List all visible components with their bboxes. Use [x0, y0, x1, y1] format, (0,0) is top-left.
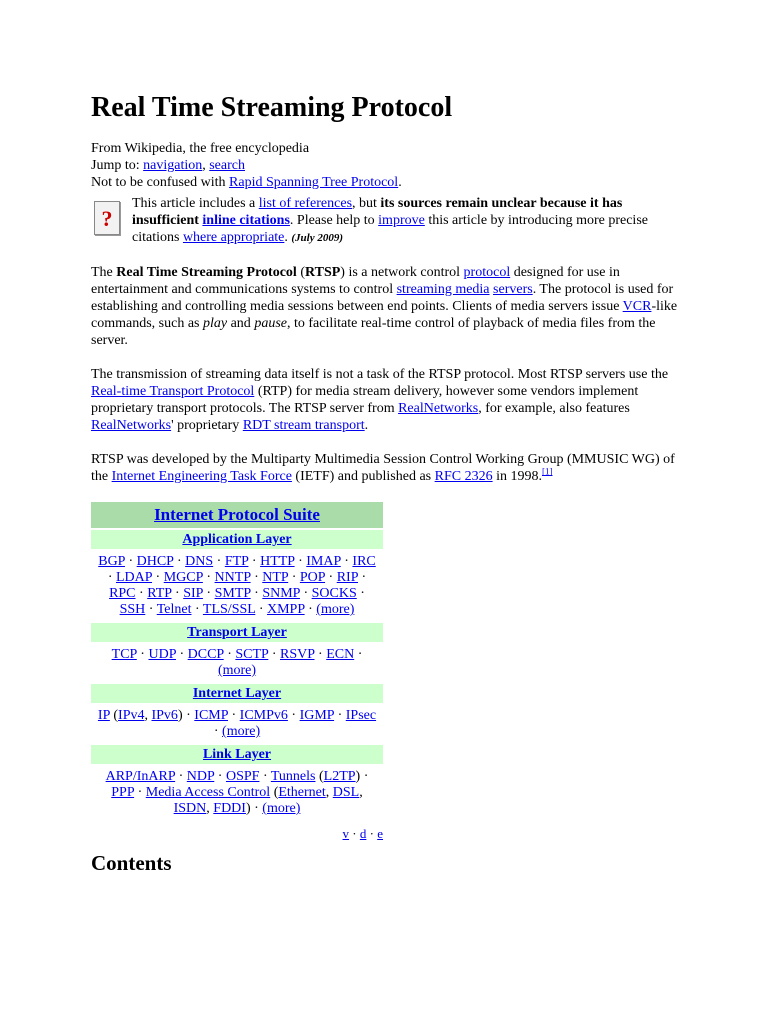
citation-notice-text: This article includes a list of references, but its sources remain unclear because it has insufficient inline citations. Please help to improve this article by introducing more precise citations where appropriate. (July 2009) — [132, 196, 648, 245]
protocol-link-isdn[interactable]: ISDN — [173, 801, 207, 816]
protocol-link-rtp[interactable]: RTP — [147, 586, 172, 601]
protocol-link-sip[interactable]: SIP — [183, 586, 203, 601]
protocol-link-icmpv6[interactable]: ICMPv6 — [239, 708, 288, 723]
transport-paragraph: The transmission of streaming data itself is not a task of the RTSP protocol. Most RTSP servers use the Real-time Transport Protocol (RTP) for media stream delivery, however some vendors implement proprietary transport protocols. The RTSP server from RealNetworks, for example, also features RealNetworks' proprietary RDT stream transport. — [91, 367, 669, 433]
navbox-group-transport-layer — [91, 623, 383, 642]
protocol-link-imap[interactable]: IMAP — [306, 554, 341, 569]
protocol-link-ftp[interactable]: FTP — [224, 554, 249, 569]
jump-navigation-link[interactable]: navigation — [143, 158, 203, 173]
site-subtitle: From Wikipedia, the free encyclopedia — [91, 141, 310, 156]
protocol-link-ndp[interactable]: NDP — [186, 769, 215, 784]
realnetworks-link-2[interactable]: RealNetworks — [91, 418, 172, 433]
ietf-link[interactable]: Internet Engineering Task Force — [111, 469, 292, 484]
contents-heading: Contents — [91, 851, 172, 875]
navbox-groups — [91, 530, 383, 820]
streaming-media-link[interactable]: streaming media — [396, 282, 490, 297]
page-title: Real Time Streaming Protocol — [91, 92, 453, 123]
protocol-link-dccp[interactable]: DCCP — [187, 647, 224, 662]
more-link[interactable]: (more) — [222, 724, 261, 739]
protocol-link-udp[interactable]: UDP — [148, 647, 176, 662]
protocol-link-mgcp[interactable]: MGCP — [163, 570, 203, 585]
protocol-link-arp-inarp[interactable]: ARP/InARP — [105, 769, 176, 784]
servers-link[interactable]: servers — [493, 282, 533, 297]
protocol-link-tls-ssl[interactable]: TLS/SSL — [202, 602, 256, 617]
protocol-link-pop[interactable]: POP — [299, 570, 326, 585]
protocol-link-dsl[interactable]: DSL — [332, 785, 360, 800]
protocol-link-dns[interactable]: DNS — [185, 554, 214, 569]
discuss-template-link[interactable]: d — [359, 826, 367, 841]
jump-search-link[interactable]: search — [209, 158, 245, 173]
protocol-link-rpc[interactable]: RPC — [109, 586, 136, 601]
where-appropriate-link[interactable]: where appropriate — [182, 230, 285, 245]
protocol-link-ssh[interactable]: SSH — [119, 602, 146, 617]
vcr-link[interactable]: VCR — [622, 299, 652, 314]
navbox-group-link[interactable]: Internet Layer — [192, 686, 282, 701]
protocol-link-nntp[interactable]: NNTP — [214, 570, 251, 585]
view-template-link[interactable]: v — [342, 826, 350, 841]
rtp-link[interactable]: Real-time Transport Protocol — [91, 384, 255, 399]
navbox-list: TCP · UDP · DCCP · SCTP · RSVP · ECN · (more) — [111, 647, 363, 678]
protocol-link-irc[interactable]: IRC — [352, 554, 376, 569]
internet-protocol-suite-navbox — [91, 502, 383, 842]
protocol-link-ipsec[interactable]: IPsec — [345, 708, 377, 723]
protocol-link-ospf[interactable]: OSPF — [225, 769, 260, 784]
more-link[interactable]: (more) — [262, 801, 301, 816]
protocol-link-l2tp[interactable]: L2TP — [323, 769, 356, 784]
more-link[interactable]: (more) — [217, 663, 257, 678]
navbox-list: ARP/InARP · NDP · OSPF · Tunnels (L2TP) · PPP · Media Access Control (Ethernet, DSL, ISDN, FDDI) · (more) — [105, 769, 369, 816]
protocol-link-ipv4[interactable]: IPv4 — [118, 708, 145, 723]
inline-citations-link[interactable]: inline citations — [202, 213, 290, 228]
protocol-link-icmp[interactable]: ICMP — [194, 708, 228, 723]
protocol-link-ethernet[interactable]: Ethernet — [278, 785, 326, 800]
navbox-group-application-layer — [91, 530, 383, 549]
protocol-link-telnet[interactable]: Telnet — [156, 602, 192, 617]
hatnote: Not to be confused with Rapid Spanning Tree Protocol. — [91, 175, 402, 190]
protocol-link-smtp[interactable]: SMTP — [214, 586, 251, 601]
protocol-link-igmp[interactable]: IGMP — [299, 708, 335, 723]
navbox-group-internet-layer — [91, 684, 383, 703]
navbox-list: BGP · DHCP · DNS · FTP · HTTP · IMAP · IRC · LDAP · MGCP · NNTP · NTP · POP · RIP · RPC · RTP · SIP · SMTP · SNMP · SOCKS · SSH · Telnet · TLS/SSL · XMPP · (more) — [98, 554, 376, 617]
navbox-group-link[interactable]: Transport Layer — [187, 625, 287, 640]
history-paragraph: RTSP was developed by the Multiparty Multimedia Session Control Working Group (MMUSIC WG) of the Internet Engineering Task Force (IETF) and published as RFC 2326 in 1998.[1] — [91, 452, 675, 484]
navbox-title-link[interactable]: Internet Protocol Suite — [154, 505, 320, 524]
navbox-group-link[interactable]: Link Layer — [202, 747, 272, 762]
protocol-link-fddi[interactable]: FDDI — [213, 801, 246, 816]
protocol-link-ip[interactable]: IP — [97, 708, 110, 723]
protocol-link-sctp[interactable]: SCTP — [235, 647, 269, 662]
protocol-link-snmp[interactable]: SNMP — [262, 586, 300, 601]
navbox-vde: v · d · e — [342, 826, 383, 841]
intro-paragraph: The Real Time Streaming Protocol (RTSP) is a network control protocol designed for use in entertainment and communications systems to control streaming media servers. The protocol is used for establishing and controlling media sessions between end points. Clients of media servers issue VCR-like commands, such as play and pause, to facilitate real-time control of playback of media files from the server. — [91, 265, 678, 348]
protocol-link-xmpp[interactable]: XMPP — [266, 602, 305, 617]
protocol-link-ipv6[interactable]: IPv6 — [151, 708, 178, 723]
navbox-list: IP (IPv4, IPv6) · ICMP · ICMPv6 · IGMP · IPsec · (more) — [97, 708, 377, 739]
protocol-link-tunnels[interactable]: Tunnels — [270, 769, 316, 784]
rdt-link[interactable]: RDT stream transport — [242, 418, 365, 433]
protocol-link-rsvp[interactable]: RSVP — [280, 647, 315, 662]
rstp-link[interactable]: Rapid Spanning Tree Protocol — [229, 175, 399, 190]
protocol-link-ntp[interactable]: NTP — [262, 570, 289, 585]
protocol-link-dhcp[interactable]: DHCP — [136, 554, 174, 569]
protocol-link-ecn[interactable]: ECN — [326, 647, 355, 662]
citation-notice-box — [91, 195, 681, 247]
notice-date: (July 2009) — [291, 232, 344, 244]
protocol-link-ppp[interactable]: PPP — [111, 785, 135, 800]
protocol-link-socks[interactable]: SOCKS — [311, 586, 357, 601]
protocol-link-rip[interactable]: RIP — [336, 570, 358, 585]
navbox-group-link-layer — [91, 745, 383, 764]
protocol-link-ldap[interactable]: LDAP — [115, 570, 153, 585]
improve-link[interactable]: improve — [378, 213, 425, 228]
edit-template-link[interactable]: e — [377, 826, 383, 841]
realnetworks-link[interactable]: RealNetworks — [398, 401, 479, 416]
protocol-link-http[interactable]: HTTP — [260, 554, 295, 569]
jump-links: Jump to: navigation, search — [91, 158, 245, 173]
protocol-link[interactable]: protocol — [463, 265, 511, 280]
rfc-2326-link[interactable]: RFC 2326 — [434, 469, 493, 484]
question-mark-icon: ? — [94, 201, 120, 235]
list-of-references-link[interactable]: list of references — [258, 196, 353, 211]
reference-1-link[interactable]: [1] — [541, 466, 553, 477]
article — [91, 92, 681, 876]
protocol-link-tcp[interactable]: TCP — [111, 647, 137, 662]
more-link[interactable]: (more) — [316, 602, 355, 617]
protocol-link-media-access-control[interactable]: Media Access Control — [145, 785, 271, 800]
navbox-group-link[interactable]: Application Layer — [182, 532, 292, 547]
protocol-link-bgp[interactable]: BGP — [98, 554, 125, 569]
